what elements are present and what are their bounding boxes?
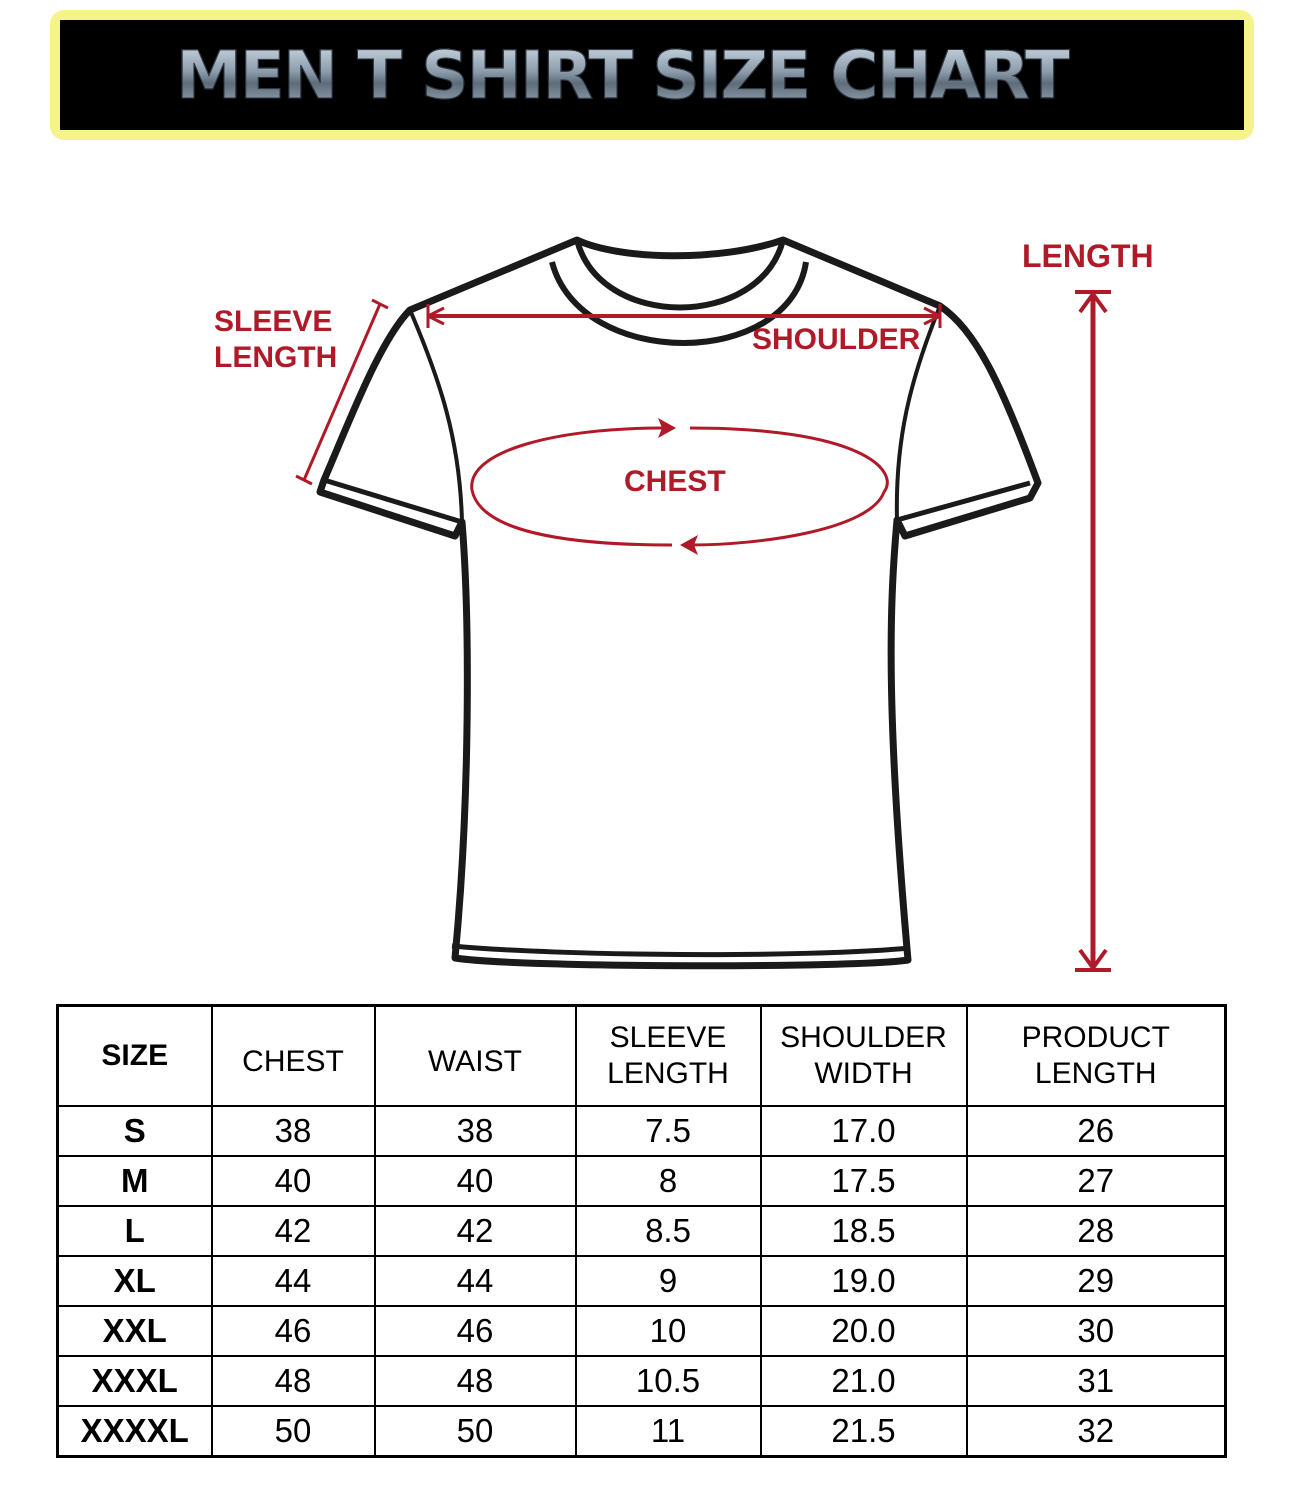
table-row [58,1306,1226,1356]
cell-sleeve-length: 8 [576,1156,761,1206]
cell-size: M [58,1156,212,1206]
header-product-length: PRODUCT LENGTH [967,1006,1226,1107]
cell-size: XXXXL [58,1406,212,1457]
header-shoulder-width: SHOULDER WIDTH [761,1006,967,1107]
cell-shoulder-width: 21.0 [761,1356,967,1406]
cell-waist: 50 [375,1406,576,1457]
cell-waist: 48 [375,1356,576,1406]
cell-product-length: 27 [967,1156,1226,1206]
cell-chest: 48 [212,1356,375,1406]
table-row [58,1206,1226,1256]
header-waist: WAIST [375,1006,576,1107]
cell-product-length: 31 [967,1356,1226,1406]
length-label: LENGTH [1022,238,1154,274]
cell-shoulder-width: 18.5 [761,1206,967,1256]
cell-shoulder-width: 20.0 [761,1306,967,1356]
cell-sleeve-length: 10.5 [576,1356,761,1406]
cell-product-length: 26 [967,1106,1226,1156]
cell-waist: 42 [375,1206,576,1256]
cell-shoulder-width: 17.0 [761,1106,967,1156]
cell-sleeve-length: 11 [576,1406,761,1457]
length-measure [1075,292,1111,970]
cell-product-length: 29 [967,1256,1226,1306]
page-title: MEN T SHIRT SIZE CHART [176,37,1128,114]
cell-size: L [58,1206,212,1256]
cell-product-length: 32 [967,1406,1226,1457]
header-sleeve-length: SLEEVE LENGTH [576,1006,761,1107]
cell-chest: 44 [212,1256,375,1306]
cell-size: XXL [58,1306,212,1356]
table-row [58,1156,1226,1206]
sleeve-length-label-line2: LENGTH [214,341,338,374]
size-table [56,1004,1227,1458]
cell-waist: 44 [375,1256,576,1306]
cell-waist: 40 [375,1156,576,1206]
cell-sleeve-length: 10 [576,1306,761,1356]
cell-size: XL [58,1256,212,1306]
cell-sleeve-length: 9 [576,1256,761,1306]
shoulder-label: SHOULDER [752,323,921,356]
cell-chest: 50 [212,1406,375,1457]
cell-chest: 42 [212,1206,375,1256]
table-row [58,1356,1226,1406]
cell-size: S [58,1106,212,1156]
sleeve-length-label-line1: SLEEVE [214,305,333,338]
header-chest: CHEST [212,1006,375,1107]
cell-size: XXXL [58,1356,212,1406]
cell-product-length: 30 [967,1306,1226,1356]
cell-chest: 38 [212,1106,375,1156]
chest-label: CHEST [624,465,726,498]
cell-shoulder-width: 19.0 [761,1256,967,1306]
cell-sleeve-length: 7.5 [576,1106,761,1156]
cell-chest: 46 [212,1306,375,1356]
cell-sleeve-length: 8.5 [576,1206,761,1256]
table-header-row [58,1006,1226,1107]
cell-shoulder-width: 21.5 [761,1406,967,1457]
cell-chest: 40 [212,1156,375,1206]
cell-waist: 46 [375,1306,576,1356]
table-row [58,1106,1226,1156]
cell-waist: 38 [375,1106,576,1156]
table-row [58,1256,1226,1306]
table-row [58,1406,1226,1457]
cell-product-length: 28 [967,1206,1226,1256]
cell-shoulder-width: 17.5 [761,1156,967,1206]
header-size: SIZE [58,1006,212,1107]
